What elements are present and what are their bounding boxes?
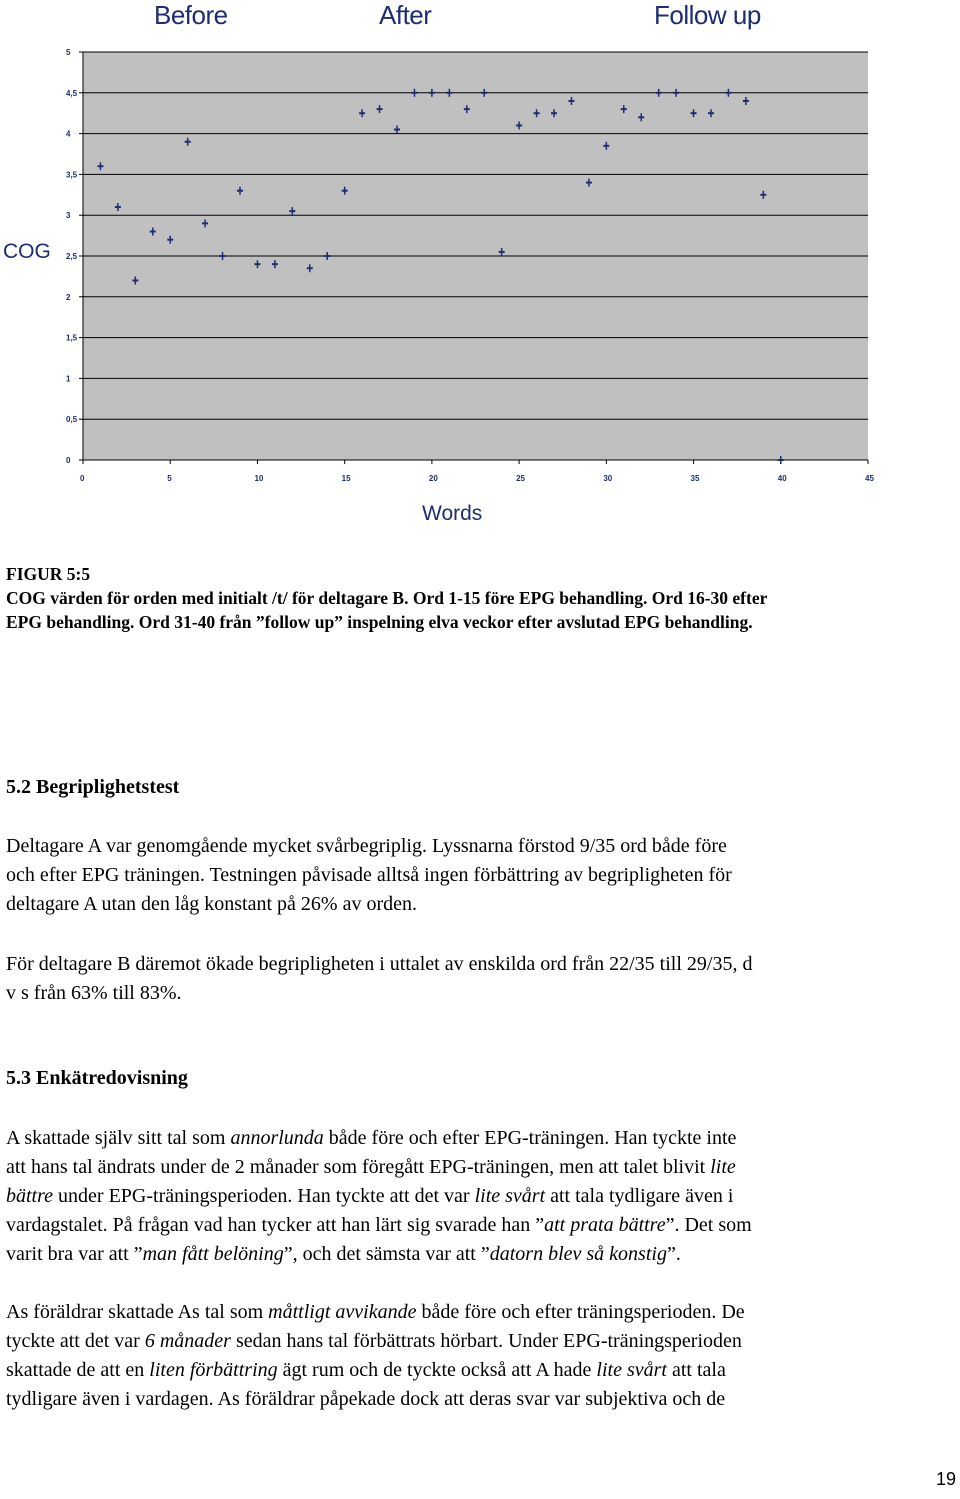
emphasis: liten förbättring <box>149 1359 278 1381</box>
paragraph-line <box>6 1298 956 1327</box>
section-label-follow-up: Follow up <box>654 0 761 30</box>
text-run: varit bra var att ” <box>6 1243 143 1265</box>
text-run: både före och efter EPG-träningen. Han tyckte inte <box>323 1127 737 1149</box>
section-label-before: Before <box>154 0 228 30</box>
paragraph-line <box>6 1211 956 1240</box>
x-tick-label: 35 <box>690 474 700 483</box>
y-tick-label: 0,5 <box>66 415 78 425</box>
section-heading-5-3: 5.3 Enkätredovisning <box>6 1067 188 1089</box>
cog-scatter-chart <box>0 0 960 540</box>
x-tick-label: 5 <box>167 474 172 483</box>
chart-svg <box>0 0 960 540</box>
text-run: skattade de att en <box>6 1359 150 1381</box>
text-run: ”. <box>666 1243 681 1265</box>
text-run: sedan hans tal förbättrats hörbart. Under EPG-träningsperioden <box>230 1330 742 1352</box>
y-tick-label: 3 <box>66 211 71 221</box>
x-axis-label: Words <box>422 502 483 525</box>
y-tick-label: 4 <box>66 129 71 139</box>
emphasis: annorlunda <box>230 1127 324 1149</box>
section-label-after: After <box>379 0 432 30</box>
figure-caption-line: EPG behandling. Ord 31-40 från ”follow up” inspelning elva veckor efter avslutad EPG behandling. <box>6 612 753 632</box>
y-tick-label: 2 <box>66 292 71 302</box>
text-run: ägt rum och de tyckte också att A hade <box>277 1359 597 1381</box>
paragraph-line <box>6 1153 956 1182</box>
paragraph-line <box>6 1124 956 1153</box>
text-run: tydligare även i vardagen. As föräldrar påpekade dock att deras svar var subjektiva och de <box>6 1388 726 1410</box>
y-axis-label: COG <box>3 240 51 263</box>
emphasis: att prata bättre <box>544 1214 666 1236</box>
y-tick-label: 5 <box>66 48 71 57</box>
text-run: att tala tydligare även i <box>545 1185 734 1207</box>
y-tick-label: 1,5 <box>66 333 78 343</box>
paragraph-line <box>6 1240 956 1269</box>
emphasis: man fått belöning <box>142 1243 284 1265</box>
emphasis: 6 månader <box>144 1330 231 1352</box>
emphasis: lite <box>710 1156 736 1178</box>
text-run: As föräldrar skattade As tal som <box>6 1301 269 1323</box>
emphasis: lite svårt <box>474 1185 546 1207</box>
y-tick-labels <box>66 48 78 465</box>
x-tick-labels <box>80 474 874 483</box>
emphasis: bättre <box>6 1185 54 1207</box>
y-tick-label: 3,5 <box>66 170 78 180</box>
x-tick-label: 40 <box>777 474 787 483</box>
paragraph-parent-rating <box>6 1298 956 1414</box>
emphasis: datorn blev så konstig <box>489 1243 667 1265</box>
x-tick-label: 10 <box>254 474 264 483</box>
text-run: tyckte att det var <box>6 1330 145 1352</box>
figure-caption-line: COG värden för orden med initialt /t/ för deltagare B. Ord 1-15 före EPG behandling. Ord 16-30 efter <box>6 588 768 608</box>
figure-label: FIGUR 5:5 <box>6 564 91 584</box>
x-tick-label: 20 <box>428 474 438 483</box>
section-heading-5-2: 5.2 Begriplighetstest <box>6 776 180 798</box>
y-tick-label: 0 <box>66 456 71 465</box>
paragraph-line <box>6 1385 956 1414</box>
text-run: att hans tal ändrats under de 2 månader som föregått EPG-träningen, men att talet blivit <box>6 1156 711 1178</box>
text-run: att tala <box>666 1359 726 1381</box>
paragraph-line <box>6 1182 956 1211</box>
paragraph-participant-a <box>6 832 956 919</box>
paragraph-line: v s från 63% till 83%. <box>6 982 182 1004</box>
x-tick-label: 0 <box>80 474 85 483</box>
y-tick-label: 1 <box>66 374 71 384</box>
paragraph-line <box>6 1356 956 1385</box>
x-tick-label: 30 <box>603 474 613 483</box>
emphasis: lite svårt <box>596 1359 667 1381</box>
text-run: ”. Det som <box>665 1214 752 1236</box>
y-tick-label: 2,5 <box>66 252 78 261</box>
y-tick-label: 4,5 <box>66 88 78 98</box>
emphasis: måttligt avvikande <box>268 1301 417 1323</box>
paragraph-line <box>6 1327 956 1356</box>
x-tick-label: 45 <box>865 474 874 483</box>
paragraph-participant-b <box>6 950 956 1008</box>
text-run: vardagstalet. På frågan vad han tycker att han lärt sig svarade han ” <box>6 1214 545 1236</box>
x-tick-label: 15 <box>341 474 351 483</box>
paragraph-self-rating <box>6 1124 956 1269</box>
text-run: A skattade själv sitt tal som <box>6 1127 231 1149</box>
page-number: 19 <box>935 1469 956 1489</box>
text-run: både före och efter träningsperioden. De <box>416 1301 745 1323</box>
paragraph-line: deltagare A utan den låg konstant på 26% av orden. <box>6 893 417 915</box>
paragraph-line: För deltagare B däremot ökade begripligheten i uttalet av enskilda ord från 22/35 till 29/35, d <box>6 953 753 975</box>
text-run: ”, och det sämsta var att ” <box>283 1243 490 1265</box>
text-run: under EPG-träningsperioden. Han tyckte att det var <box>53 1185 475 1207</box>
paragraph-line: och efter EPG träningen. Testningen påvisade alltså ingen förbättring av begripligheten för <box>6 864 732 886</box>
paragraph-line: Deltagare A var genomgående mycket svårbegriplig. Lyssnarna förstod 9/35 ord både före <box>6 835 727 857</box>
x-tick-label: 25 <box>516 474 526 483</box>
